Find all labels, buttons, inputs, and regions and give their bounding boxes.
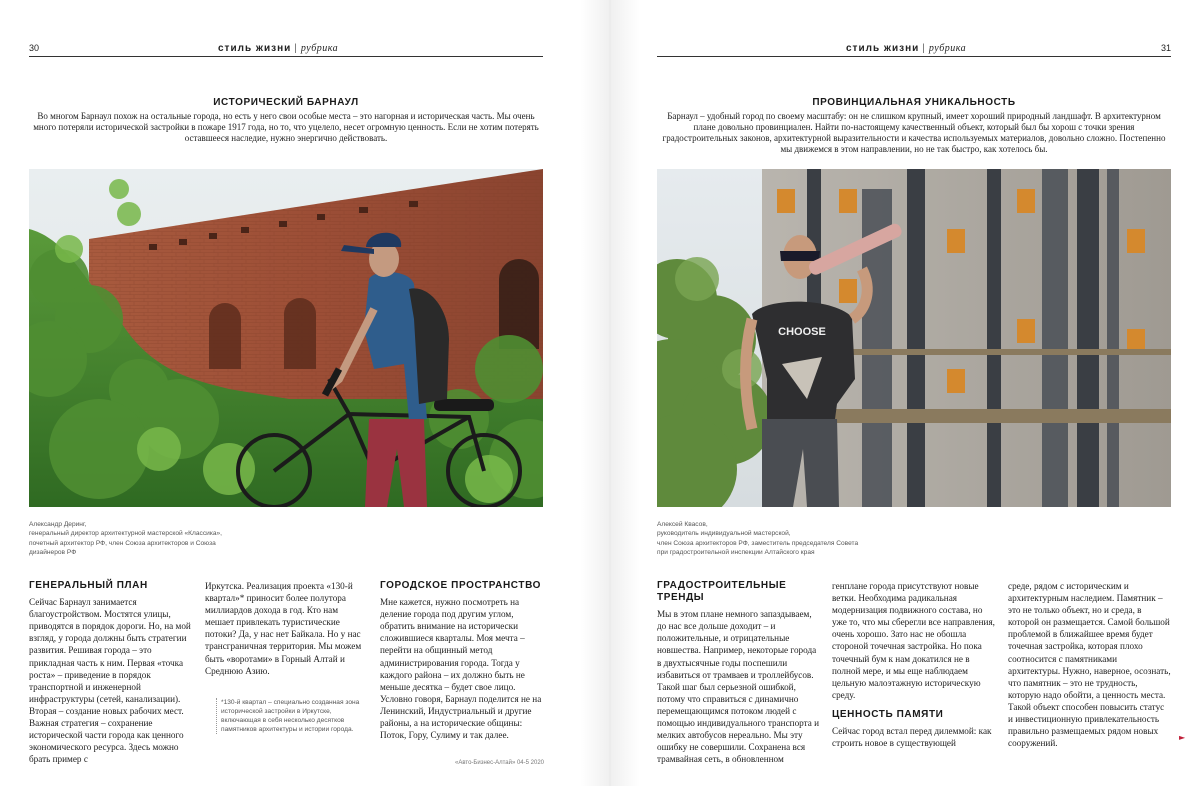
- photo-architect-with-blueprint: [657, 169, 1171, 507]
- heading-value-of-memory: ЦЕННОСТЬ ПАМЯТИ: [832, 708, 944, 720]
- next-page-arrow-icon: ►: [1179, 733, 1186, 742]
- rubric-separator: |: [922, 43, 926, 54]
- caption-line: генеральный директор архитектурной мастерской «Классика»,: [29, 530, 223, 538]
- rubric-title: стиль жизни: [218, 43, 292, 54]
- paragraph: среде, рядом с историческим и архитектурным наследием. Памятник – это не только объект, но и среда, в которой он размещается. Самой большой проблемой в ближайшее время будет точечная застройка, которая плохо соотносится с памятниками архитектуры. Нужно, наверное, осознать, что памятник – это не трудность, которую надо обойти, а ценность места. Такой объект способен повысить статус и инвестиционную привлекательность правильно размещаемых рядом новых сооружений.: [1008, 581, 1171, 749]
- paragraph: Мне кажется, нужно посмотреть на деление города под другим углом, обратить внимание на исторически сложившиеся кварталы. Моя мечта – перейти на общинный метод администрирования города. Тогда у каждого района – их должно быть не меньше десятка – будет свое лицо. Условно говоря, Барнаул поделится не на Ленинский, Индустриальный и другие районы, а на исторические общины: Поток, Гору, Сулиму и так далее.: [380, 597, 542, 741]
- column-2-right: [832, 580, 995, 749]
- rubric-subtitle: рубрика: [928, 43, 967, 54]
- shirt-print-text: CHOOSE: [778, 326, 826, 338]
- column-3-left: [380, 580, 543, 741]
- photo-illustration-right: [657, 169, 1171, 507]
- caption-name: Александр Деринг,: [29, 521, 87, 528]
- paragraph: Сейчас город встал перед дилеммой: как строить новое в существующей: [832, 726, 992, 749]
- caption-name: Алексей Квасов,: [657, 521, 708, 528]
- footnote: *130-й квартал – специально созданная зона исторической застройки в Иркутске, включающая в себя несколько десятков памятников архитектуры и истории города.: [216, 698, 369, 734]
- header-rule-right: [657, 56, 1171, 57]
- paragraph: Мы в этом плане немного запаздываем, до нас все дольше доходит – и положительные, и отрицательные новшества. Например, некоторые города в двухтысячные годы поспешили избавиться от трамваев и троллейбусов. Такой шаг был серьезной ошибкой, потому что справиться с динамично перемещающимся потоком людей с помощью индивидуального транспорта и мелких автобусов нереально. Мы эту ошибку не совершили. Сохранена вся трамвайная сеть, в обновленном: [657, 609, 820, 765]
- heading-urban-trends: ГРАДОСТРОИТЕЛЬНЫЕ ТРЕНДЫ: [657, 580, 787, 604]
- caption-line: дизайнеров РФ: [29, 549, 77, 557]
- page-gutter: [580, 0, 640, 786]
- rubric-separator: |: [294, 43, 298, 54]
- caption-line: руководитель индивидуальной мастерской,: [657, 530, 791, 538]
- intro-right: Барнаул – удобный город по своему масштабу: он не слишком крупный, имеет хороший природный ландшафт. В архитектурном плане довольно провинциален. Найти по-настоящему качественный объект, который был бы хорош с точки зрения градостроительных законов, архитектурной выразительности и качества используемых материалов, довольно сложно. Постепенно мы движемся в этом направлении, но не так быстро, как хотелось бы.: [662, 111, 1166, 154]
- footer-publication: «Авто-Бизнес-Алтай» 04-5 2020: [455, 760, 544, 766]
- column-1-left: [29, 580, 192, 765]
- photo-architect-with-bicycle: [29, 169, 543, 507]
- header-rule-left: [29, 56, 543, 57]
- photo-illustration-left: [29, 169, 543, 507]
- caption-right: [657, 520, 977, 558]
- intro-left: Во многом Барнаул похож на остальные города, но есть у него свои особые места – это нагорная и историческая часть. Мы очень много потеряли исторической застройки в пожаре 1917 года, но то, что уцелело, несет огромную ценность. Если не хотим потерять оставшееся наследие, нужно энергично действовать.: [33, 111, 539, 143]
- rubric-subtitle: рубрика: [300, 43, 339, 54]
- caption-left: [29, 520, 329, 558]
- heading-general-plan: ГЕНЕРАЛЬНЫЙ ПЛАН: [29, 580, 148, 591]
- section-title-left: ИСТОРИЧЕСКИЙ БАРНАУЛ: [213, 97, 359, 108]
- rubric-left: [218, 43, 338, 54]
- caption-line: почетный архитектор РФ, член Союза архитекторов и Союза: [29, 539, 216, 547]
- rubric-right: [846, 43, 966, 54]
- section-title-right: ПРОВИНЦИАЛЬНАЯ УНИКАЛЬНОСТЬ: [812, 97, 1016, 108]
- paragraph: Иркутска. Реализация проекта «130-й квартал»* приносит более полутора миллиардов дохода в год. Кто нам мешает привлекать туристические потоки? Да, у нас нет Байкала. Но у нас трансграничная территория. Мы можем быть «воротами» в Горный Алтай и Среднюю Азию.: [205, 581, 362, 676]
- column-3-right: [1008, 580, 1171, 749]
- paragraph: Сейчас Барнаул занимается благоустройством. Мостятся улицы, приводятся в порядок дороги. Но, на мой взгляд, у города должны быть стратегии развития. Решивая города – это прикладная часть к ним. Первая «точка роста» – приведение в порядок транспортной и инженерной инфраструктуры (сетей, канализации). Вторая – создание новых рабочих мест. Важная стратегия – сохранение исторической части города как ценного экономического ресурса. Здесь можно брать пример с: [29, 597, 191, 765]
- paragraph: генплане города присутствуют новые ветки. Необходима радикальная модернизация подвижного состава, но уже то, что мы сберегли все направления, очень хорошо. Зато нас не обошла стороной точечная застройка. Но пока точечный бум к нам докатился не в полной мере, и мы еще наблюдаем цельную малоэтажную историческую среду.: [832, 581, 995, 700]
- column-2-left: [205, 580, 365, 677]
- caption-line: при градостроительной инспекции Алтайского края: [657, 549, 815, 557]
- page-number-left: 30: [29, 43, 40, 53]
- column-1-right: [657, 580, 820, 765]
- heading-urban-space: ГОРОДСКОЕ ПРОСТРАНСТВО: [380, 580, 542, 591]
- rubric-title: стиль жизни: [846, 43, 920, 54]
- caption-line: член Союза архитекторов РФ, заместитель председателя Совета: [657, 539, 859, 547]
- page-number-right: 31: [1161, 43, 1172, 53]
